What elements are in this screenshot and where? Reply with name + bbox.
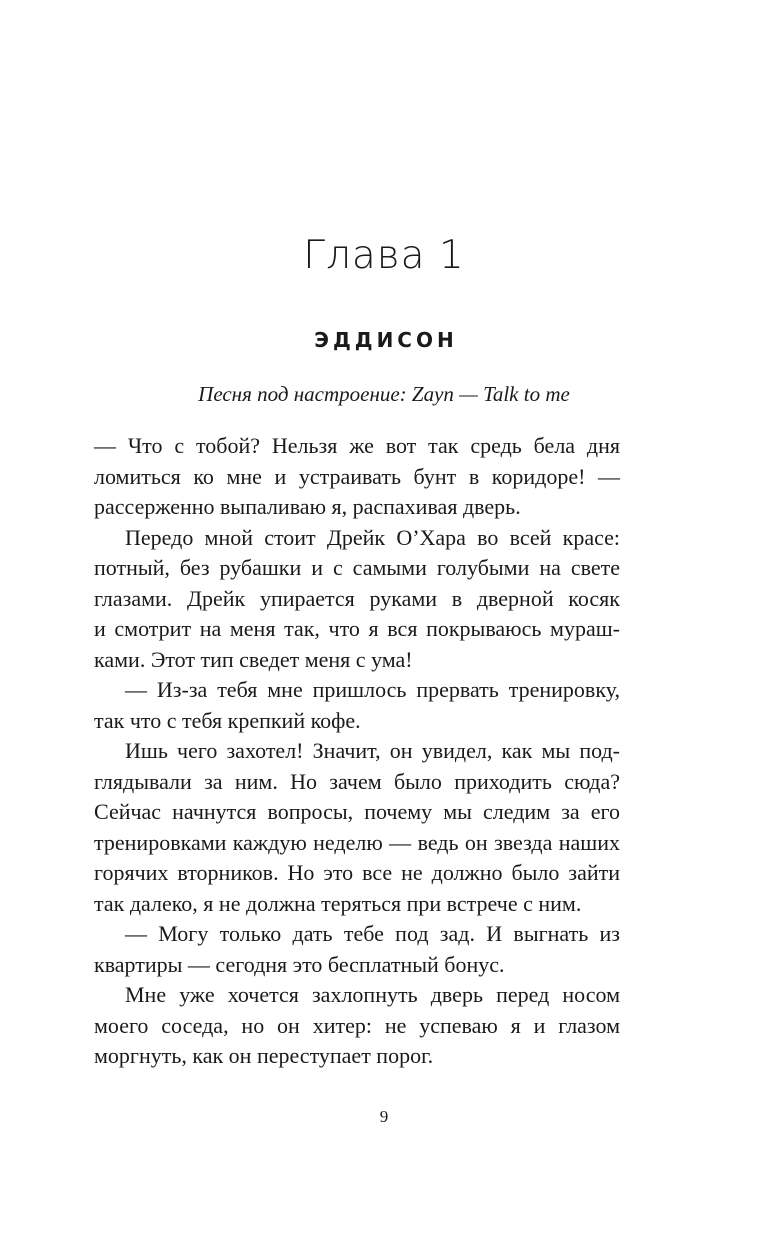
text-line: глядывали за ним. Но зачем было приходить сюда? xyxy=(94,768,620,794)
text-line: моего соседа, но он хитер: не успеваю я и глазом xyxy=(94,1012,620,1038)
chapter-song-epigraph: Песня под настроение: Zayn — Talk to me xyxy=(198,382,570,406)
text-line: — Из-за тебя мне пришлось прервать тренировку, xyxy=(125,677,620,702)
paragraph xyxy=(94,919,620,980)
text-line: Передо мной стоит Дрейк О’Хара во всей красе: xyxy=(125,524,620,550)
text-line: так что с тебя крепкий кофе. xyxy=(94,707,361,733)
page-number: 9 xyxy=(379,1107,389,1126)
text-line: моргнуть, как он переступает порог. xyxy=(94,1043,434,1068)
text-line: глазами. Дрейк упирается руками в дверной косяк xyxy=(94,585,620,611)
text-line: — Могу только дать тебе под зад. И выгнать из xyxy=(125,921,620,946)
paragraph xyxy=(94,980,620,1072)
chapter-character-name: ЭДДИСОН xyxy=(314,328,458,352)
paragraph xyxy=(94,736,620,919)
text-line: так далеко, я не должна теряться при встрече с ним. xyxy=(94,890,582,916)
text-line: — Что с тобой? Нельзя же вот так средь бела дня xyxy=(94,433,620,458)
text-line: Ишь чего захотел! Значит, он увидел, как мы под- xyxy=(125,738,620,763)
text-line: Мне уже хочется захлопнуть дверь перед носом xyxy=(125,982,620,1007)
text-line: квартиры — сегодня это бесплатный бонус. xyxy=(94,951,505,977)
text-line: ломиться ко мне и устраивать бунт в коридоре! — xyxy=(94,463,620,489)
paragraph xyxy=(94,523,620,676)
text-line: тренировками каждую неделю — ведь он звезда наших xyxy=(94,829,620,855)
paragraph xyxy=(94,431,620,523)
text-line: и смотрит на меня так, что я вся покрываюсь мураш- xyxy=(94,616,620,641)
text-line: потный, без рубашки и с самыми голубыми на свете xyxy=(94,555,620,580)
paragraph xyxy=(94,675,620,736)
text-line: ками. Этот тип сведет меня с ума! xyxy=(94,646,413,672)
text-line: горячих вторников. Но это все не должно было зайти xyxy=(94,860,620,885)
text-line: рассерженно выпаливаю я, распахивая дверь. xyxy=(94,494,521,519)
body-text xyxy=(94,431,620,1072)
chapter-title: Глава 1 xyxy=(303,233,465,278)
text-line: Сейчас начнутся вопросы, почему мы следим за его xyxy=(94,799,620,824)
